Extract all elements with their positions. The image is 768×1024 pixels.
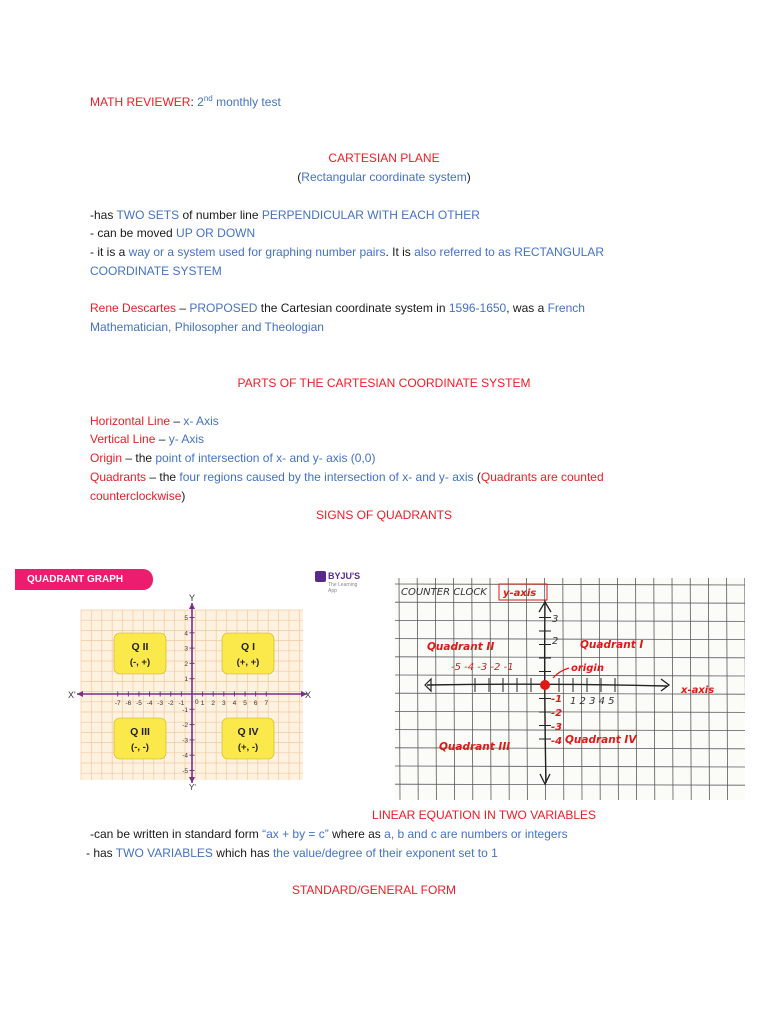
grid-line	[490, 578, 491, 800]
origin-label: origin	[571, 663, 604, 674]
grid-line	[395, 784, 745, 785]
x-tick-label: -6	[125, 700, 132, 707]
quadrant-name: Q I	[240, 641, 256, 653]
neg-y-number: -1	[551, 694, 563, 705]
linear-line-2: - has TWO VARIABLES which has the value/degree of their exponent set to 1	[86, 846, 498, 860]
quadrant-name: Q IV	[237, 726, 259, 738]
grid-line	[417, 578, 418, 800]
part-horizontal: Horizontal Line – x- Axis	[90, 414, 219, 428]
neg-y-number: -4	[551, 736, 563, 747]
x-tick-label: 7	[264, 700, 269, 707]
grid-line	[395, 584, 745, 585]
quadrant-name: Q III	[130, 726, 150, 738]
y-tick-label: 1	[184, 676, 188, 684]
linear-title: LINEAR EQUATION IN TWO VARIABLES	[371, 808, 597, 822]
x-tick-label: -4	[146, 700, 153, 707]
counter-clock-label: COUNTER CLOCK	[401, 587, 487, 598]
y-tick-label: 5	[184, 615, 188, 622]
cartesian-line-4: COORDINATE SYSTEM	[90, 264, 222, 278]
quadrant-signs: (-, -)	[131, 742, 149, 753]
origin-label: 0	[195, 699, 199, 706]
grid-line	[395, 730, 745, 731]
y-axis	[545, 600, 546, 783]
origin-arrow	[553, 668, 569, 678]
quadrant-graph-figure	[15, 567, 365, 797]
quadrant-graph-svg	[15, 567, 365, 797]
grid-line	[395, 711, 745, 712]
cartesian-line-2: - can be moved UP OR DOWN	[90, 226, 256, 240]
part-quadrants-cont: counterclockwise)	[90, 489, 186, 503]
y-tick-label: 4	[184, 630, 188, 638]
neg-y-number: -3	[551, 722, 563, 733]
grid-line	[395, 639, 745, 640]
x-tick-label: 2	[211, 700, 216, 707]
brand-logo: BYJU'S	[315, 571, 360, 582]
grid-line	[399, 578, 400, 800]
quadrant-ii-label: Quadrant II	[427, 641, 495, 653]
part-vertical: Vertical Line – y- Axis	[90, 432, 205, 446]
y-label: Y	[189, 593, 196, 603]
brand-tagline: The Learning App	[328, 582, 358, 594]
neg-x-numbers: -5 -4 -3 -2 -1	[451, 662, 514, 673]
grid-line	[395, 620, 745, 621]
grid-line	[435, 578, 436, 800]
x-tick-label: 3	[222, 700, 226, 707]
quadrant-graph-banner: QUADRANT GRAPH	[15, 569, 153, 590]
y-tick-label: -5	[182, 768, 188, 775]
handwritten-graph-figure	[395, 578, 745, 800]
y-tick-label: -3	[182, 737, 188, 745]
y-tick-label: -4	[182, 752, 188, 760]
cartesian-line-1: -has TWO SETS of number line PERPENDICULAR WITH EACH OTHER	[90, 208, 480, 222]
x-tick-label: -2	[167, 700, 174, 707]
descartes-line-1: Rene Descartes – PROPOSED the Cartesian coordinate system in 1596-1650, was a French	[90, 301, 585, 315]
x-tick-label: -3	[157, 700, 164, 707]
y-neg-label: Y'	[189, 783, 196, 792]
y-axis-label: y-axis	[503, 588, 537, 599]
standard-form-title: STANDARD/GENERAL FORM	[291, 883, 456, 897]
x-label: X	[305, 690, 312, 700]
header-label: MATH REVIEWER	[90, 95, 191, 109]
descartes-line-2: Mathematician, Philosopher and Theologian	[90, 320, 324, 334]
pos-x-numbers: 1 2 3 4 5	[570, 696, 615, 707]
x-axis-arrow-neg	[77, 691, 83, 697]
x-tick-label: 4	[232, 700, 237, 707]
x-tick-label: -1	[178, 700, 185, 707]
y-axis-arrow-neg	[540, 774, 550, 784]
quadrant-i-label: Quadrant I	[580, 639, 644, 651]
grid-line	[395, 602, 745, 603]
quadrant-iii-label: Quadrant III	[439, 741, 511, 753]
cartesian-subtitle: (Rectangular coordinate system)	[297, 170, 471, 184]
reviewer-header: MATH REVIEWER: 2nd monthly test	[90, 94, 281, 109]
quadrant-signs: (+, -)	[237, 742, 259, 753]
grid-line	[454, 578, 455, 800]
quadrant-name: Q II	[131, 641, 149, 653]
grid-line	[472, 578, 473, 800]
grid-line	[395, 766, 745, 767]
origin-dot	[540, 680, 550, 690]
x-tick-label: 6	[253, 700, 258, 707]
linear-line-1: -can be written in standard form “ax + by = c” where as a, b and c are numbers or integers	[90, 827, 568, 841]
part-origin: Origin – the point of intersection of x- and y- axis (0,0)	[90, 451, 376, 465]
x-tick-label: 5	[243, 700, 247, 707]
x-axis-label: x-axis	[681, 685, 715, 696]
pos-y-number: 2	[552, 636, 559, 647]
pos-y-number: 3	[552, 614, 559, 625]
x-axis-arrow	[661, 679, 669, 691]
cartesian-title: CARTESIAN PLANE	[328, 151, 440, 165]
quadrant-signs: (-, +)	[129, 657, 151, 668]
x-tick-label: -7	[114, 700, 121, 707]
grid-line	[395, 657, 745, 658]
handwritten-graph-svg	[395, 578, 745, 800]
cartesian-line-3: - it is a way or a system used for graphing number pairs. It is also referred to as RECTANGULAR	[90, 245, 604, 259]
grid-line	[395, 675, 745, 676]
x-tick-label: 1	[200, 700, 205, 707]
signs-title: SIGNS OF QUADRANTS	[315, 508, 452, 522]
quadrant-iv-label: Quadrant IV	[565, 734, 637, 746]
y-tick-label: 2	[184, 660, 188, 668]
parts-title: PARTS OF THE CARTESIAN COORDINATE SYSTEM	[237, 376, 531, 390]
y-tick-label: -2	[182, 722, 188, 730]
y-tick-label: 3	[184, 645, 188, 653]
quadrant-signs: (+, +)	[236, 657, 260, 668]
part-quadrants: Quadrants – the four regions caused by the intersection of x- and y- axis (Quadrants are counted	[90, 470, 604, 484]
x-neg-label: X'	[68, 690, 76, 700]
y-axis-arrow	[189, 603, 195, 609]
y-tick-label: -1	[182, 706, 188, 714]
neg-y-number: -2	[551, 708, 563, 719]
x-tick-label: -5	[136, 700, 142, 707]
